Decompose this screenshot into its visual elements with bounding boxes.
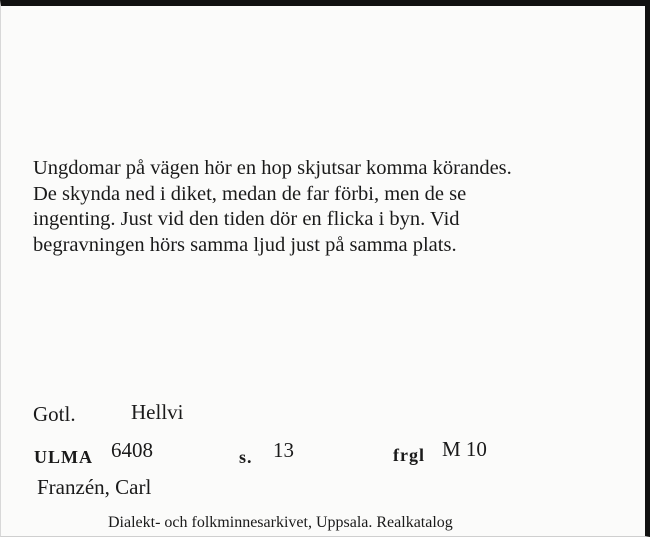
record-text-line: begravningen hörs samma ljud just på samma plats. [33,233,457,256]
record-text-line: Ungdomar på vägen hör en hop skjutsar komma körandes. [33,157,512,179]
record-text-line: De skynda ned i diket, medan de far förbi, men de se [33,182,467,205]
page-label: s. [239,447,253,467]
archive-number: 6408 [111,438,153,462]
archive-label: ULMA [34,447,93,467]
record-text [33,156,623,258]
informant-name: Franzén, Carl [37,475,152,499]
page-number: 13 [273,438,294,462]
frgl-value: M 10 [442,437,487,461]
parish: Hellvi [131,400,184,424]
archive-footer: Dialekt- och folkminnesarkivet, Uppsala. Realkatalog [108,514,453,531]
province: Gotl. [33,402,76,426]
frgl-label: frgl [393,445,425,465]
record-text-line: ingenting. Just vid den tiden dör en flicka i byn. Vid [33,208,460,230]
